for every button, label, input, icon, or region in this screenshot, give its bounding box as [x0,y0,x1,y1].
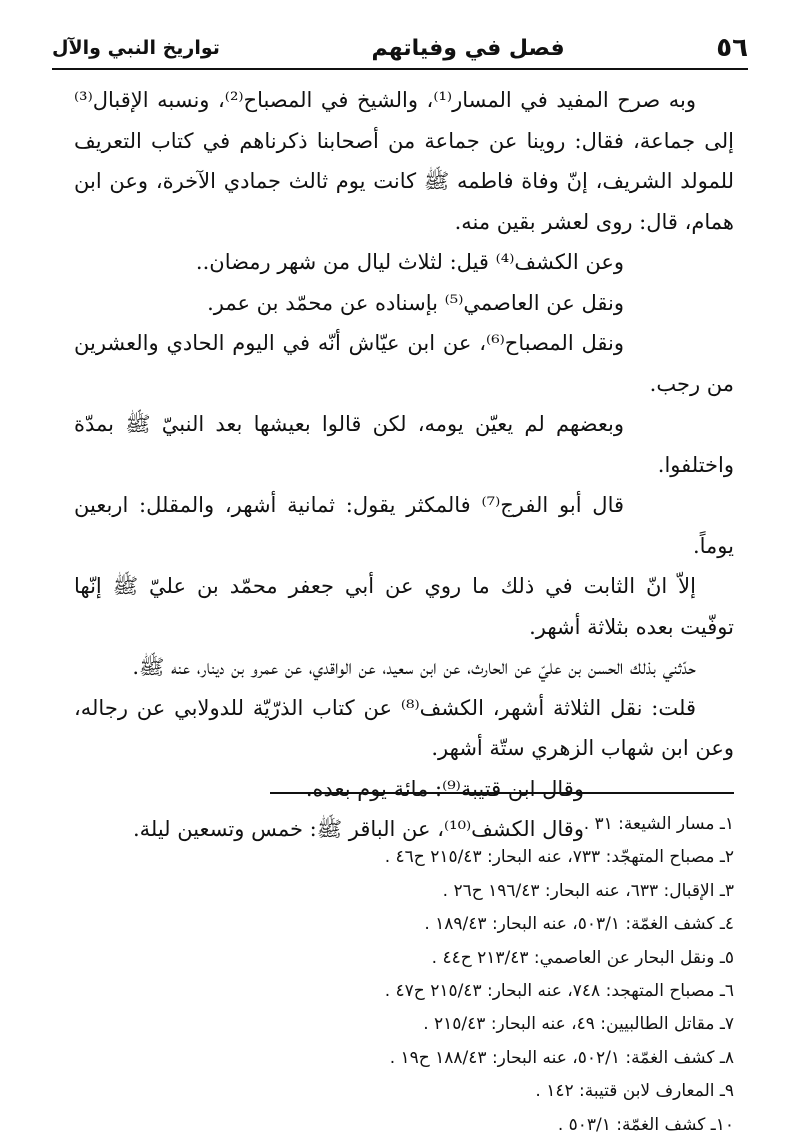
footnote: ٥ـ ونقل البحار عن العاصمي: ٢١٣/٤٣ ح٤٤ . [431,947,734,968]
page-number: ٥٦ [716,33,748,63]
footnote: ٩ـ المعارف لابن قتيبة: ١٤٢ . [535,1081,734,1102]
main-text [74,80,734,850]
paragraph: وعن الكشف⁽⁴⁾ قيل: لثلاث ليال من شهر رمضان.. [195,250,624,274]
footnote: ٦ـ مصباح المتهجد: ٧٤٨، عنه البحار: ٢١٥/٤٣ ح٤٧ . [384,981,734,1002]
paragraph: وبعضهم لم يعيّن يومه، لكن قالوا بعيشها بعد النبيّ ﷺ بمدّة واختلفوا. [74,412,734,477]
footnote-separator [270,792,734,794]
footnotes [270,808,734,1142]
page-header [52,28,748,70]
paragraph: ونقل عن العاصمي⁽⁵⁾ بإسناده عن محمّد بن عمر. [207,290,624,315]
paragraph: ونقل المصباح⁽⁶⁾، عن ابن عيّاش أنّه في اليوم الحادي والعشرين من رجب. [74,331,734,396]
paragraph: وقال ابن قتيبة⁽⁹⁾: مائة يوم بعده. [305,776,584,801]
footnote: ٤ـ كشف الغمّة: ٥٠٣/١، عنه البحار: ١٨٩/٤٣ . [424,914,734,935]
paragraph: قلت: نقل الثلاثة أشهر، الكشف⁽⁸⁾ عن كتاب الذرّيّة للدولابي عن رجاله، وعن ابن شهاب الزهري ستّة أشهر. [74,695,734,760]
book-title: تواريخ النبي والآل [52,37,220,59]
footnote: ٧ـ مقاتل الطالبيين: ٤٩، عنه البحار: ٢١٥/٤٣ . [423,1014,734,1035]
paragraph: قال أبو الفرج⁽⁷⁾ فالمكثر يقول: ثمانية أشهر، والمقلل: اربعين يوماً. [74,493,734,558]
chapter-title: فصل في وفياتهم [371,35,565,61]
footnote: ٢ـ مصباح المتهجّد: ٧٣٣، عنه البحار: ٢١٥/٤٣ ح٤٦ . [384,847,734,868]
paragraph: وقال الكشف⁽¹⁰⁾، عن الباقر ﷺ: خمس وتسعين ليلة. [132,817,584,841]
footnote: ١ـ مسار الشيعة: ٣١ . [583,814,734,834]
paragraph: وبه صرح المفيد في المسار⁽¹⁾، والشيخ في المصباح⁽²⁾، ونسبه الإقبال⁽³⁾ إلى جماعة، فقال: روينا عن جماعة من أصحابنا ذكرناهم في كتاب التعريف للمولد الشريف، إنّ وفاة فاطمه ﷺ كانت يوم ثالث جمادي الآخرة، وعن ابن همام، قال: روى لعشر بقين منه. [74,88,734,234]
footnote: ٨ـ كشف الغمّة: ٥٠٢/١، عنه البحار: ١٨٨/٤٣ ح١٩ . [389,1047,734,1068]
footnote: ٣ـ الإقبال: ٦٣٣، عنه البحار: ١٩٦/٤٣ ح٢٦ . [442,880,734,901]
footnote: ١٠ـ كشف الغمّة: ٥٠٣/١ . [557,1114,734,1135]
paragraph: حدّثني بذلك الحسن بن عليّ عن الحارث، عن ابن سعيد، عن الواقدي، عن عمرو بن دينار، عنه ﷺ. [132,655,696,679]
paragraph: إلاّ انّ الثابت في ذلك ما روي عن أبي جعفر محمّد بن عليّ ﷺ إنّها توفّيت بعده بثلاثة أشهر. [74,574,734,639]
